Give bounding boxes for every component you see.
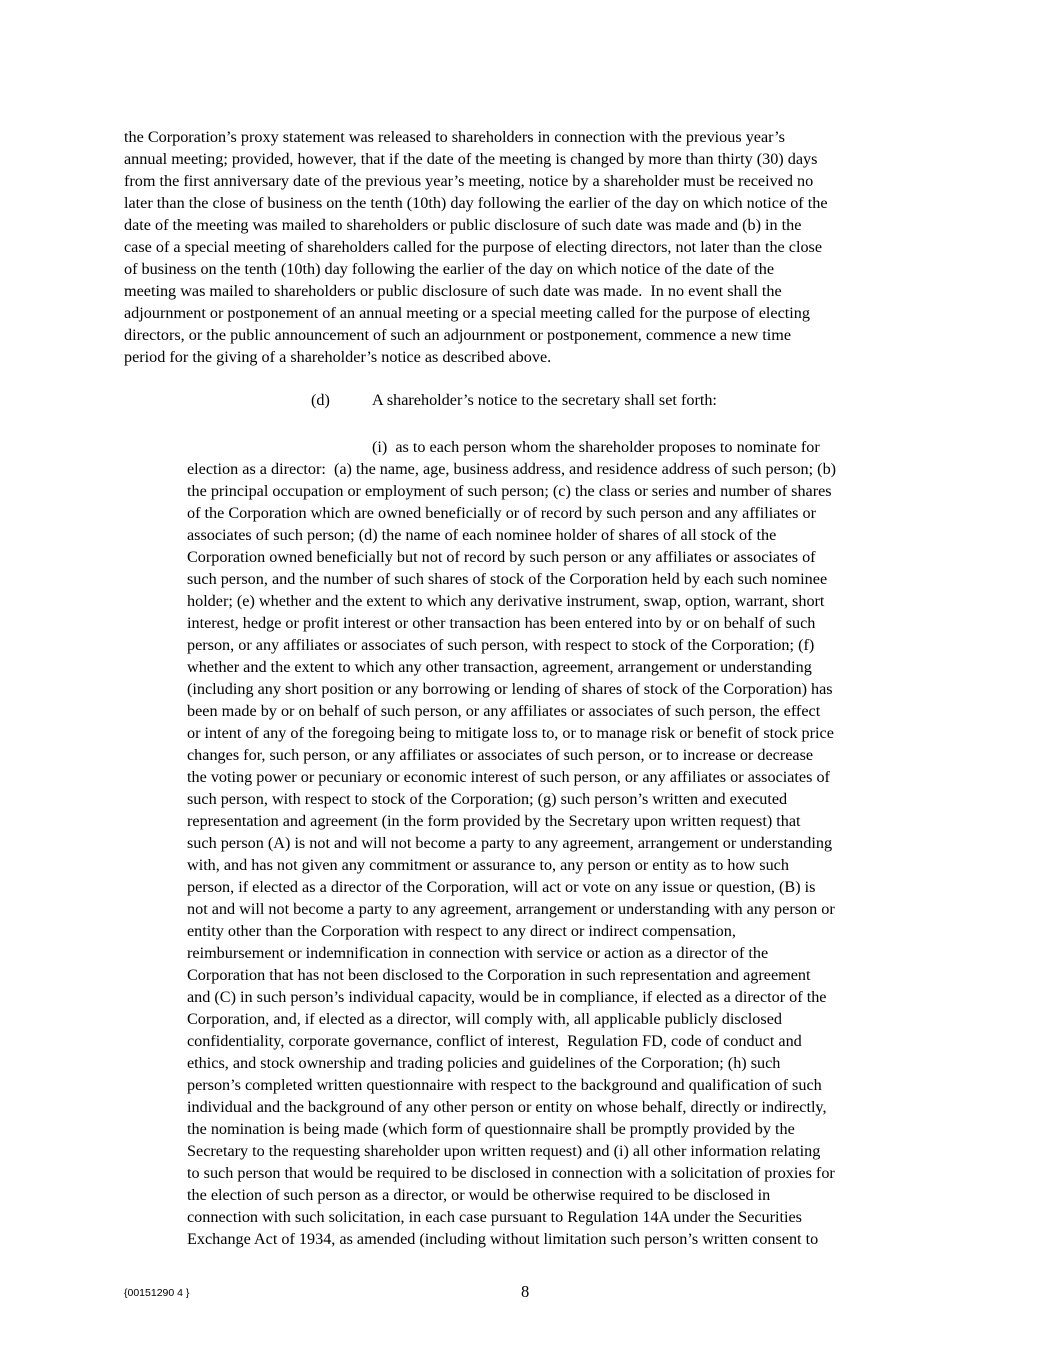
- text-line: the voting power or pecuniary or economic interest of such person, or any affiliates or associates of: [187, 768, 830, 786]
- text-line: annual meeting; provided, however, that if the date of the meeting is changed by more than thirty (30) days: [124, 150, 818, 168]
- text-line: such person, with respect to stock of the Corporation; (g) such person’s written and executed: [187, 790, 788, 808]
- text-line: Corporation owned beneficially but not of record by such person or any affiliates or associates of: [187, 548, 816, 566]
- text-line: whether and the extent to which any other transaction, agreement, arrangement or understanding: [187, 658, 812, 676]
- text-line: reimbursement or indemnification in connection with service or action as a director of the: [187, 944, 769, 962]
- paragraph-d-i-first-line: (i) as to each person whom the shareholder proposes to nominate for: [372, 438, 820, 456]
- text-line: of the Corporation which are owned beneficially or of record by such person and any affiliates or: [187, 504, 816, 522]
- text-line: the Corporation’s proxy statement was released to shareholders in connection with the previous year’s: [124, 128, 785, 146]
- text-line: such person (A) is not and will not become a party to any agreement, arrangement or understanding: [187, 834, 833, 852]
- text-line: with, and has not given any commitment or assurance to, any person or entity as to how such: [187, 856, 789, 874]
- text-line: not and will not become a party to any agreement, arrangement or understanding with any person or: [187, 900, 835, 918]
- text-line: Corporation that has not been disclosed to the Corporation in such representation and agreement: [187, 966, 811, 984]
- text-line: the election of such person as a director, or would be otherwise required to be disclosed in: [187, 1186, 771, 1204]
- text-line: period for the giving of a shareholder’s notice as described above.: [124, 348, 552, 366]
- text-line: ethics, and stock ownership and trading policies and guidelines of the Corporation; (h) such: [187, 1054, 781, 1072]
- text-line: connection with such solicitation, in each case pursuant to Regulation 14A under the Securities: [187, 1208, 802, 1226]
- text-line: adjournment or postponement of an annual meeting or a special meeting called for the purpose of electing: [124, 304, 810, 322]
- text-line: person, if elected as a director of the Corporation, will act or vote on any issue or question, (B) is: [187, 878, 816, 896]
- text-line: confidentiality, corporate governance, conflict of interest, Regulation FD, code of conduct and: [187, 1032, 802, 1050]
- text-line: the principal occupation or employment of such person; (c) the class or series and number of shares: [187, 482, 832, 500]
- text-line: from the first anniversary date of the previous year’s meeting, notice by a shareholder must be received no: [124, 172, 814, 190]
- text-line: individual and the background of any other person or entity on whose behalf, directly or indirectly,: [187, 1098, 827, 1116]
- document-code: {00151290 4 }: [124, 1287, 190, 1299]
- text-line: meeting was mailed to shareholders or public disclosure of such date was made. In no event shall the: [124, 282, 782, 300]
- text-line: person, or any affiliates or associates of such person, with respect to stock of the Corporation; (f): [187, 636, 815, 654]
- paragraph-d-label: (d): [311, 391, 330, 409]
- page-number: 8: [521, 1282, 530, 1301]
- text-line: case of a special meeting of shareholders called for the purpose of electing directors, not later than the close: [124, 238, 823, 256]
- text-line: or intent of any of the foregoing being to mitigate loss to, or to manage risk or benefit of stock price: [187, 724, 834, 742]
- text-line: such person, and the number of such shares of stock of the Corporation held by each such nominee: [187, 570, 828, 588]
- text-line: later than the close of business on the tenth (10th) day following the earlier of the day on which notice of the: [124, 194, 828, 212]
- paragraph-d-text: A shareholder’s notice to the secretary shall set forth:: [372, 391, 717, 409]
- text-line: Corporation, and, if elected as a director, will comply with, all applicable publicly disclosed: [187, 1010, 782, 1028]
- text-line: been made by or on behalf of such person, or any affiliates or associates of such person, the effect: [187, 702, 821, 720]
- text-line: entity other than the Corporation with respect to any direct or indirect compensation,: [187, 922, 736, 940]
- text-line: associates of such person; (d) the name of each nominee holder of shares of all stock of the: [187, 526, 777, 544]
- text-line: Secretary to the requesting shareholder upon written request) and (i) all other information relating: [187, 1142, 821, 1160]
- text-line: (including any short position or any borrowing or lending of shares of stock of the Corporation) has: [187, 680, 833, 698]
- text-line: date of the meeting was mailed to shareholders or public disclosure of such date was made and (b) in the: [124, 216, 802, 234]
- text-line: directors, or the public announcement of such an adjournment or postponement, commence a new time: [124, 326, 792, 344]
- text-line: to such person that would be required to be disclosed in connection with a solicitation of proxies for: [187, 1164, 835, 1182]
- text-line: representation and agreement (in the form provided by the Secretary upon written request) that: [187, 812, 801, 830]
- text-line: holder; (e) whether and the extent to which any derivative instrument, swap, option, warrant, short: [187, 592, 825, 610]
- text-line: the nomination is being made (which form of questionnaire shall be promptly provided by the: [187, 1120, 795, 1138]
- text-line: person’s completed written questionnaire with respect to the background and qualification of such: [187, 1076, 822, 1094]
- text-line: changes for, such person, or any affiliates or associates of such person, or to increase or decrease: [187, 746, 814, 764]
- text-line: and (C) in such person’s individual capacity, would be in compliance, if elected as a director of the: [187, 988, 827, 1006]
- text-line: interest, hedge or profit interest or other transaction has been entered into by or on behalf of such: [187, 614, 816, 632]
- text-line: election as a director: (a) the name, age, business address, and residence address of such person; (b): [187, 460, 837, 478]
- text-line: Exchange Act of 1934, as amended (including without limitation such person’s written consent to: [187, 1230, 819, 1248]
- text-line: of business on the tenth (10th) day following the earlier of the day on which notice of the date of the: [124, 260, 775, 278]
